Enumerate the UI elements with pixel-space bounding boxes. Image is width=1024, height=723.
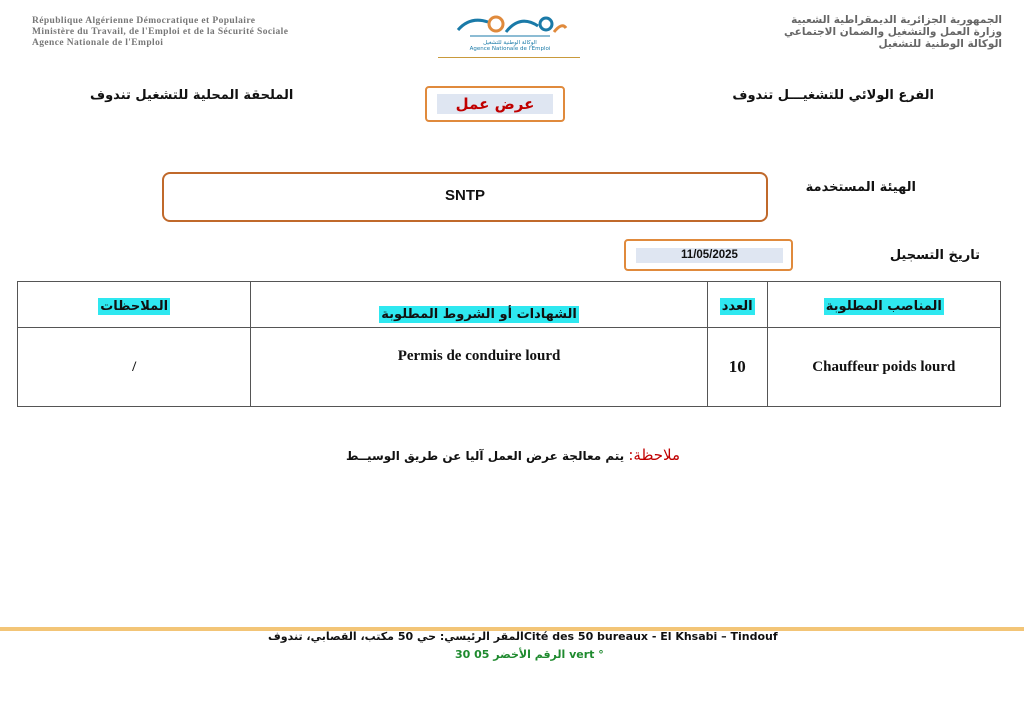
- note-text: يتم معالجة عرض العمل آليا عن طريق الوسيــط: [346, 449, 625, 463]
- col-header-conditions: الشهادات أو الشروط المطلوبة: [251, 282, 707, 328]
- header-ar-line2: وزارة العمل والتشغيل والضمان الاجتماعي: [784, 26, 1002, 38]
- footer-address-fr: Cité des 50 bureaux - El Khsabi – Tindouf: [523, 630, 778, 643]
- table-row: [18, 328, 1001, 407]
- footer-address-ar: المقر الرئيسي: حي 50 مكتب، القصابي، تندوف: [268, 630, 524, 643]
- registration-date-box: [624, 239, 793, 271]
- employer-label: الهيئة المستخدمة: [805, 180, 916, 195]
- logo-caption-fr: Agence Nationale de l'Emploi: [469, 46, 551, 52]
- header-fr-line2: Ministère du Travail, de l'Emploi et de la Sécurité Sociale: [32, 27, 289, 37]
- header-fr-line3: Agence Nationale de l'Emploi: [32, 38, 164, 48]
- processing-note: [346, 446, 680, 464]
- logo-caption-ar: الوكالة الوطنية للتشغيل: [483, 40, 537, 46]
- header-rule: [438, 57, 580, 58]
- regional-office-label: الفرع الولائي للتشغيـــل تندوف: [732, 88, 934, 103]
- job-offer-table: [17, 281, 1001, 407]
- registration-date: 11/05/2025: [636, 248, 783, 263]
- header-ar-line1: الجمهورية الجزائرية الديمقراطية الشعبية: [791, 14, 1002, 26]
- footer-address: [268, 630, 778, 643]
- footer-green-number: الرقم الأخضر 05 30 vert °: [455, 648, 604, 661]
- header-french: [32, 16, 412, 49]
- header-arabic: [602, 14, 1002, 50]
- cell-count: 10: [707, 328, 767, 407]
- cell-conditions: Permis de conduire lourd: [251, 328, 707, 407]
- header-ar-line3: الوكالة الوطنية للتشغيل: [878, 38, 1002, 50]
- cell-position: Chauffeur poids lourd: [767, 328, 1000, 407]
- local-office-label: الملحقة المحلية للتشغيل تندوف: [90, 88, 294, 103]
- offer-title: عرض عمل: [437, 94, 553, 114]
- agency-logo-icon: [450, 12, 570, 40]
- col-header-count: العدد: [707, 282, 767, 328]
- table-header-row: [18, 282, 1001, 328]
- col-header-positions: المناصب المطلوبة: [767, 282, 1000, 328]
- col-header-notes: الملاحظات: [18, 282, 251, 328]
- note-label: ملاحظة:: [628, 446, 681, 464]
- agency-logo: [440, 12, 580, 56]
- employer-field: SNTP: [162, 172, 768, 222]
- cell-notes: /: [18, 328, 251, 407]
- offer-title-box: [425, 86, 565, 122]
- registration-date-label: تاريخ التسجيل: [889, 248, 980, 263]
- header-fr-line1: République Algérienne Démocratique et Populaire: [32, 16, 256, 26]
